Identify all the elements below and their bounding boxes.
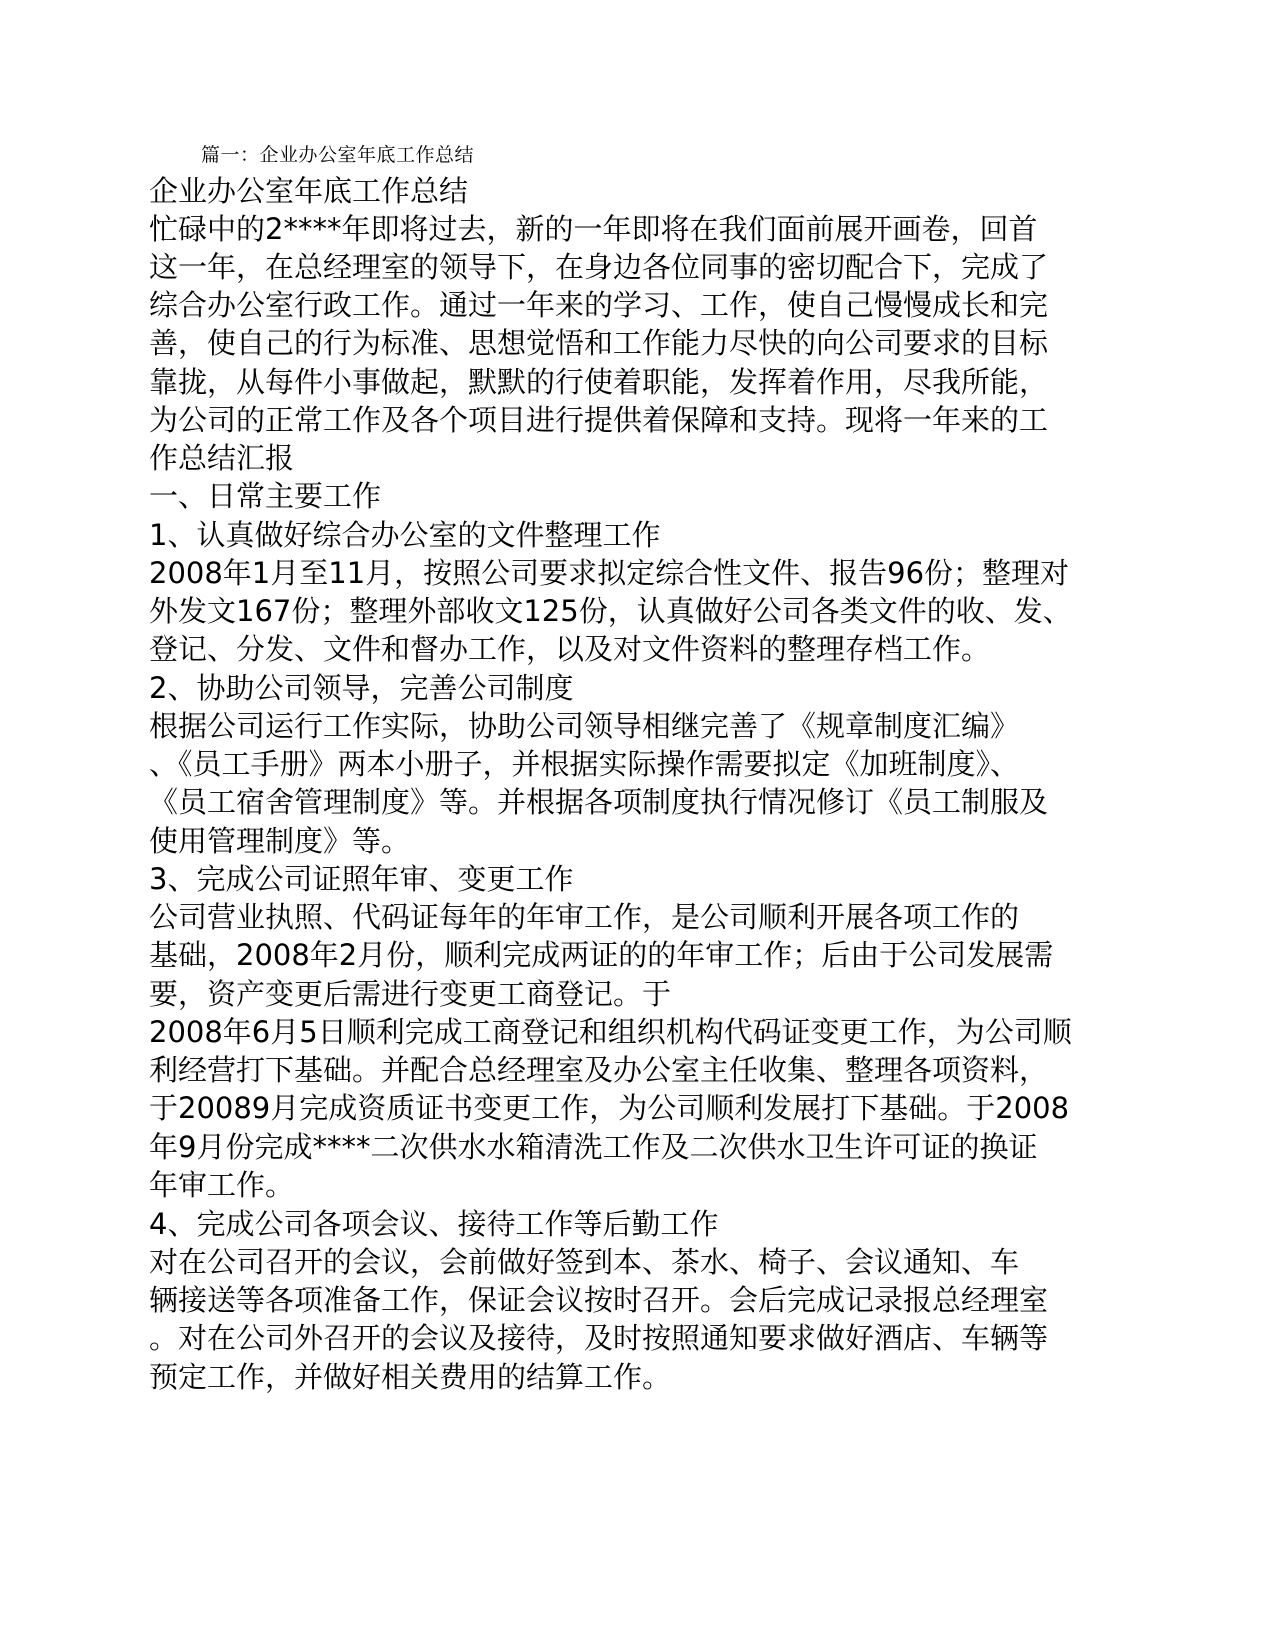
text-line: 2008年1月至11月，按照公司要求拟定综合性文件、报告96份；整理对	[149, 556, 1070, 590]
doc-subtitle: 篇一：企业办公室年底工作总结	[201, 144, 475, 166]
text-line: 为公司的正常工作及各个项目进行提供着保障和支持。现将一年来的工	[149, 403, 1049, 437]
text-line: 善，使自己的行为标准、思想觉悟和工作能力尽快的向公司要求的目标	[149, 326, 1049, 360]
text-line: 利经营打下基础。并配合总经理室及办公室主任收集、整理各项资料，	[149, 1053, 1049, 1087]
text-line: 于20089月完成资质证书变更工作，为公司顺利发展打下基础。于2008	[149, 1091, 1070, 1125]
text-line: 忙碌中的2****年即将过去，新的一年即将在我们面前展开画卷，回首	[149, 212, 1038, 246]
subsection-heading: 4、完成公司各项会议、接待工作等后勤工作	[149, 1207, 719, 1241]
text-line: 对在公司召开的会议，会前做好签到本、茶水、椅子、会议通知、车	[149, 1245, 1020, 1279]
subsection-heading: 1、认真做好综合办公室的文件整理工作	[149, 518, 661, 552]
text-line: 这一年，在总经理室的领导下，在身边各位同事的密切配合下，完成了	[149, 250, 1049, 284]
section-heading: 一、日常主要工作	[149, 479, 382, 513]
text-line: 使用管理制度》等。	[149, 824, 411, 858]
text-line: 根据公司运行工作实际，协助公司领导相继完善了《规章制度汇编》	[149, 709, 1020, 743]
text-line: 外发文167份；整理外部收文125份，认真做好公司各类文件的收、发、	[149, 594, 1072, 628]
text-line: 2008年6月5日顺利完成工商登记和组织机构代码证变更工作，为公司顺	[149, 1015, 1072, 1049]
text-line: 年9月份完成****二次供水水箱清洗工作及二次供水卫生许可证的换证	[149, 1130, 1038, 1164]
text-line: 作总结汇报	[149, 441, 295, 475]
text-line: 年审工作。	[149, 1168, 295, 1202]
text-line: 综合办公室行政工作。通过一年来的学习、工作，使自己慢慢成长和完	[149, 288, 1049, 322]
text-line: 要，资产变更后需进行变更工商登记。于	[149, 977, 672, 1011]
text-line: 辆接送等各项准备工作，保证会议按时召开。会后完成记录报总经理室	[149, 1283, 1049, 1317]
text-line: 靠拢，从每件小事做起，默默的行使着职能，发挥着作用，尽我所能，	[149, 365, 1049, 399]
text-line: 。对在公司外召开的会议及接待，及时按照通知要求做好酒店、车辆等	[149, 1321, 1049, 1355]
text-line: 登记、分发、文件和督办工作，以及对文件资料的整理存档工作。	[149, 632, 991, 666]
text-line: 《员工宿舍管理制度》等。并根据各项制度执行情况修订《员工制服及	[149, 785, 1049, 819]
text-line: 预定工作，并做好相关费用的结算工作。	[149, 1360, 672, 1394]
text-line: 公司营业执照、代码证每年的年审工作，是公司顺利开展各项工作的	[149, 900, 1020, 934]
subsection-heading: 2、协助公司领导，完善公司制度	[149, 671, 574, 705]
text-line: 、《员工手册》两本小册子，并根据实际操作需要拟定《加班制度》、	[149, 747, 1020, 781]
subsection-heading: 3、完成公司证照年审、变更工作	[149, 862, 574, 896]
text-line: 基础，2008年2月份，顺利完成两证的的年审工作；后由于公司发展需	[149, 938, 1054, 972]
doc-title: 企业办公室年底工作总结	[149, 174, 469, 208]
